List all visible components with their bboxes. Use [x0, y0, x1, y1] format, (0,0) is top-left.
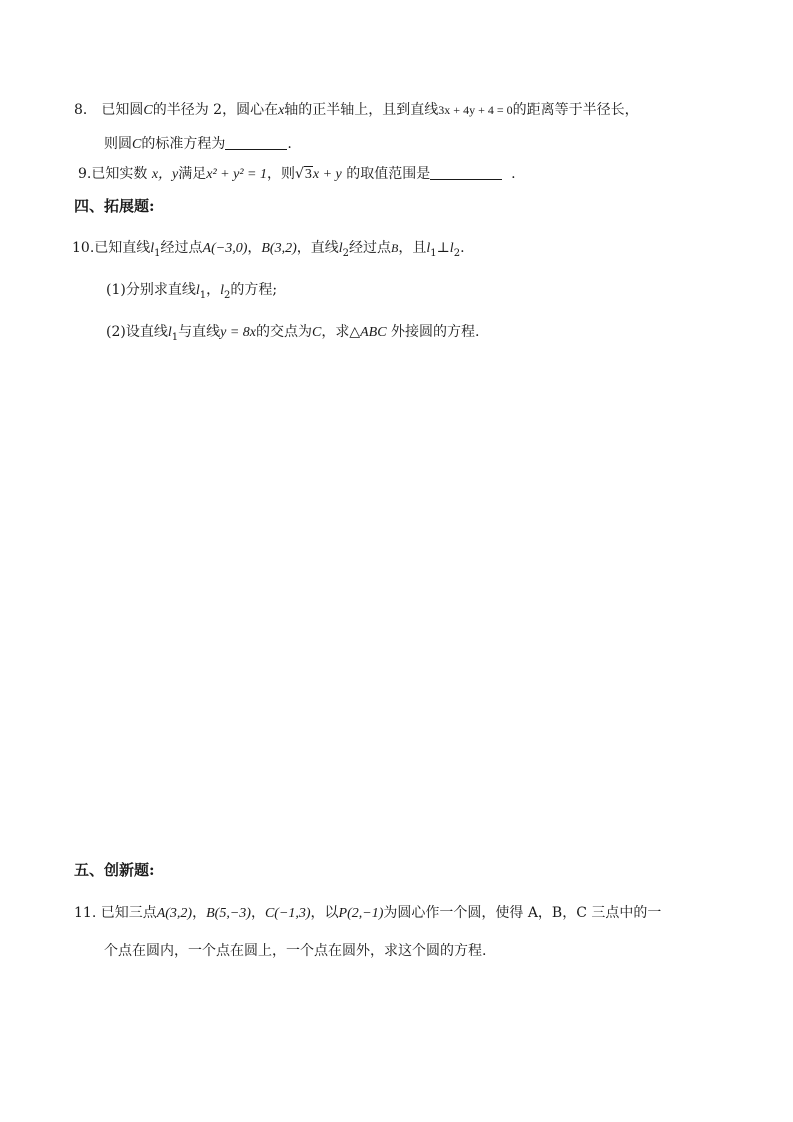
q11-sep-1: ， — [192, 905, 207, 921]
q8-number: 8． — [74, 102, 97, 118]
q9-vars: x，y — [151, 167, 179, 182]
q10-part2-t4: ，求 — [321, 324, 350, 340]
q8-end: . — [287, 136, 292, 152]
question-8-line-2 — [104, 134, 292, 155]
question-10-part-1 — [106, 280, 277, 306]
q11-sep-2: ， — [250, 905, 265, 921]
q9-text-4: 的取值范围是 — [346, 166, 431, 182]
q10-part1-text: (1)分别求直线 — [106, 282, 196, 298]
q10-point-b: B(3,2) — [261, 241, 297, 256]
q10-l1-sub: 1 — [154, 247, 161, 259]
q11-point-p: P(2,−1) — [338, 906, 384, 921]
q10-part2-t5: 外接圆的方程. — [391, 324, 480, 340]
question-9-line — [78, 164, 516, 185]
question-11-line-1 — [74, 903, 661, 924]
q10-text-1: 已知直线 — [94, 240, 151, 256]
question-11-line-2: 个点在圆内，一个点在圆上，一个点在圆外，求这个圆的方程. — [104, 943, 487, 959]
q11-text-1: 已知三点 — [100, 905, 157, 921]
q9-equation: x² + y² = 1 — [206, 167, 267, 182]
q8-line-equation: 3x + 4y + 4 = 0 — [438, 103, 513, 117]
q8-text-1: 已知圆 — [101, 102, 144, 118]
question-10-line — [72, 238, 465, 264]
q10-point-a: A(−3,0) — [202, 241, 248, 256]
q10-part1-sep: ， — [206, 282, 221, 298]
q10-part2-triangle: △ABC — [349, 325, 387, 340]
q9-text-3: ，则 — [266, 166, 295, 182]
q9-end: . — [511, 166, 516, 182]
q8-text-6: 的标准方程为 — [141, 136, 226, 152]
q10-l1: l — [150, 241, 155, 256]
q10-perp-l1-sub: 1 — [430, 247, 437, 259]
q11-point-a: A(3,2) — [156, 906, 193, 921]
q10-part2-line: y = 8x — [220, 325, 256, 340]
q10-perp-l2: l — [449, 241, 454, 256]
q10-perp-l2-sub: 2 — [453, 247, 461, 259]
q9-sqrt-radicand: 3 — [304, 167, 312, 182]
q9-expr-tail: x + y — [312, 167, 342, 182]
q10-end: . — [460, 240, 465, 256]
q10-part1-end: 的方程; — [230, 282, 278, 298]
q9-text-1: 已知实数 — [91, 166, 148, 182]
q8-answer-blank[interactable] — [225, 135, 287, 150]
q10-l2: l — [338, 241, 343, 256]
q8-x-var: x — [278, 103, 285, 118]
q10-part1-l2: l — [220, 283, 224, 298]
q8-text-4: 的距离等于半径长， — [512, 102, 639, 118]
q10-part2-c: C — [311, 325, 322, 340]
q11-text-2: ，以 — [310, 905, 339, 921]
q10-part1-l2-sub: 2 — [224, 289, 231, 301]
q10-part2-t3: 的交点为 — [255, 324, 312, 340]
q10-number: 10. — [72, 240, 95, 256]
q8-text-5: 则圆 — [104, 136, 132, 152]
q10-part2-l1: l — [167, 325, 172, 340]
q10-text-3: ，直线 — [296, 240, 339, 256]
q10-perp: ⊥ — [436, 240, 450, 256]
q10-part1-l1: l — [195, 283, 200, 298]
q8-circle-c: C — [143, 103, 153, 118]
q10-text-2: 经过点 — [160, 240, 203, 256]
q11-text-3: 为圆心作一个圆，使得 A，B，C 三点中的一 — [383, 905, 662, 921]
q9-text-2: 满足 — [178, 166, 207, 182]
q11-point-c: C(−1,3) — [264, 906, 311, 921]
q9-number: 9. — [78, 166, 92, 182]
q10-part2-text: (2)设直线 — [106, 324, 168, 340]
q8-text-2: 的半径为 2，圆心在 — [152, 102, 279, 118]
q10-text-4: 经过点 — [349, 240, 392, 256]
q8-text-3: 轴的正半轴上，且到直线 — [284, 102, 439, 118]
section-5-heading: 五、创新题: — [74, 861, 155, 879]
q10-part1-l1-sub: 1 — [199, 289, 207, 301]
question-10-part-2 — [106, 322, 479, 348]
q10-part2-l1-sub: 1 — [171, 331, 179, 343]
q11-point-b: B(5,−3) — [206, 906, 251, 921]
q10-part2-t2: 与直线 — [178, 324, 221, 340]
section-4-heading: 四、拓展题: — [74, 197, 155, 215]
question-8-line-1 — [74, 100, 639, 121]
q10-b: B — [391, 241, 399, 255]
q8-circle-c-2: C — [132, 137, 142, 152]
q11-number: 11. — [74, 905, 97, 921]
sqrt-icon: √ — [294, 166, 304, 182]
q9-answer-blank[interactable] — [430, 165, 502, 180]
q10-sep: ， — [247, 240, 262, 256]
q10-text-5: ，且 — [398, 240, 427, 256]
q10-perp-l1: l — [426, 241, 431, 256]
q10-l2-sub: 2 — [342, 247, 350, 259]
